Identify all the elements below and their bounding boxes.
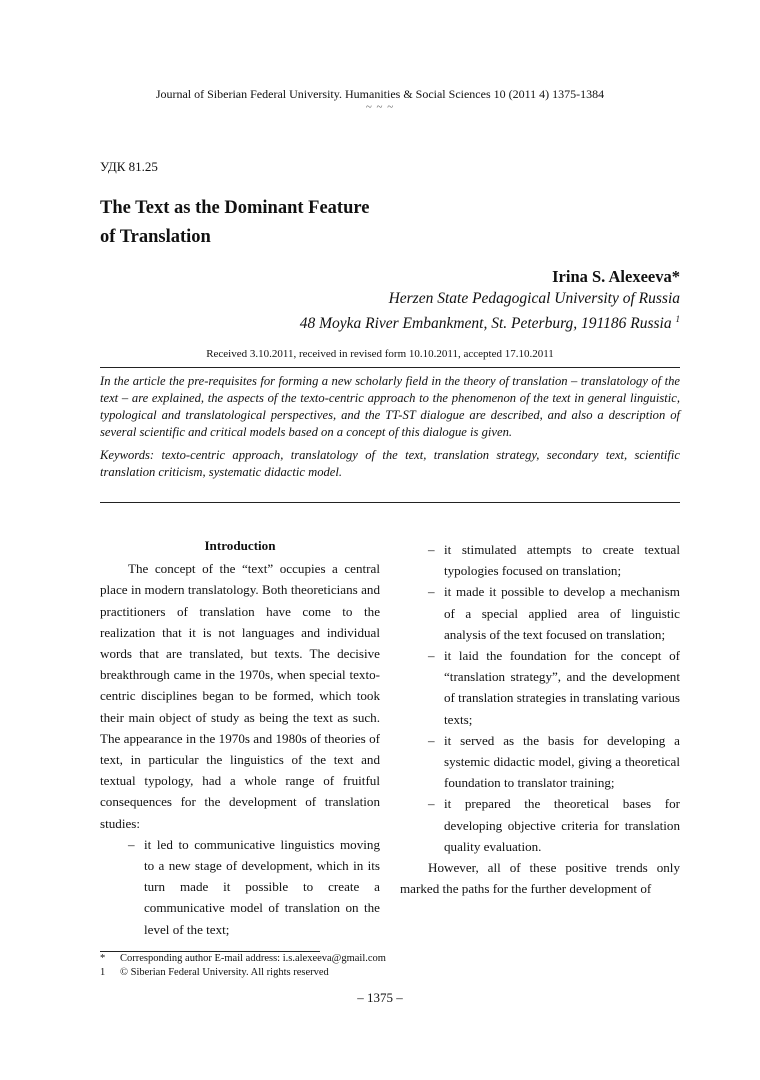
right-consequences-list bbox=[400, 539, 680, 857]
abstract-text: In the article the pre-requisites for forming a new scholarly field in the theory of translation – translatology of the text – are explained, the aspects of the texto-centric approach to the phenomenon of the text in general linguistic, typological and translatological perspectives, and the TT-ST dialogue are described, and also a description of several scientific and critical models based on a concept of this dialogue is given. bbox=[100, 374, 680, 439]
section-heading-introduction: Introduction bbox=[204, 538, 276, 553]
left-column bbox=[100, 535, 380, 940]
affiliation-address: 48 Moyka River Embankment, St. Peterburg, 191186 Russia bbox=[299, 315, 672, 333]
abstract-top-rule bbox=[100, 367, 680, 368]
abstract-bottom-rule bbox=[100, 502, 680, 503]
intro-paragraph: The concept of the “text” occupies a central place in modern translatology. Both theoreticians and practitioners of translation have come to the realization that it is not languages and individual words that are translated, but texts. The decisive breakthrough came in the 1970s, when special texto-centric disciplines began to be formed, which took their main object of study as being the text as such. The appearance in the 1970s and 1980s of theories of text, in particular the linguistics of the text and textual typology, had a whole range of fruitful consequences for the development of translation studies: bbox=[100, 561, 380, 831]
affiliation-line-2 bbox=[300, 309, 680, 334]
author-name: Irina S. Alexeeva* bbox=[552, 267, 680, 286]
footnote-text: © Siberian Federal University. All rights reserved bbox=[120, 967, 329, 978]
journal-header: Journal of Siberian Federal University. Humanities & Social Sciences 10 (2011 4) 1375-1384 bbox=[155, 87, 605, 101]
dash-bullet: – bbox=[428, 648, 435, 664]
header-ornament: ~ ~ ~ bbox=[365, 101, 395, 113]
footnote-text: Corresponding author E-mail address: i.s.alexeeva@gmail.com bbox=[120, 953, 386, 964]
list-item bbox=[400, 581, 680, 645]
list-item bbox=[400, 645, 680, 730]
received-dates: Received 3.10.2011, received in revised form 10.10.2011, accepted 17.10.2011 bbox=[206, 348, 554, 360]
list-item-text: it made it possible to develop a mechanism of a special applied area of linguistic analysis of the text focused on translation; bbox=[444, 584, 680, 642]
page-number: – 1375 – bbox=[357, 990, 403, 1005]
closing-paragraph: However, all of these positive trends only marked the paths for the further development of bbox=[400, 860, 680, 897]
list-item-text: it served as the basis for developing a systemic didactic model, giving a theoretical foundation to translator training; bbox=[444, 732, 680, 791]
dash-bullet: – bbox=[428, 796, 435, 812]
paper-title bbox=[100, 194, 369, 252]
title-line-2: of Translation bbox=[100, 227, 211, 247]
list-item-text: it laid the foundation for the concept of “translation strategy”, and the development of translation strategies in translating various texts; bbox=[444, 648, 680, 727]
dash-bullet: – bbox=[128, 836, 135, 852]
affiliation-line-1: Herzen State Pedagogical University of Russia bbox=[388, 290, 680, 307]
footnote-mark: * bbox=[100, 953, 106, 964]
udk-code: УДК 81.25 bbox=[100, 159, 158, 174]
list-item-text: it led to communicative linguistics moving to a new stage of development, which in its turn made it possible to create a communicative model of translation on the level of the text; bbox=[144, 836, 380, 937]
dash-bullet: – bbox=[428, 732, 435, 748]
list-item bbox=[400, 793, 680, 857]
list-item-text: it stimulated attempts to create textual typologies focused on translation; bbox=[444, 542, 680, 579]
affiliation-mark: 1 bbox=[675, 314, 680, 324]
footnote-corresponding-author bbox=[100, 953, 386, 964]
author-affiliation bbox=[300, 288, 680, 334]
right-column bbox=[400, 539, 680, 899]
keywords: Keywords: texto-centric approach, translatology of the text, translation strategy, secondary text, scientific translation criticism, systematic didactic model. bbox=[100, 448, 680, 479]
dash-bullet: – bbox=[428, 584, 435, 600]
footnote-copyright bbox=[100, 967, 329, 978]
footnote-rule bbox=[100, 951, 320, 952]
left-consequences-list bbox=[100, 834, 380, 940]
dash-bullet: – bbox=[428, 542, 435, 557]
title-line-1: The Text as the Dominant Feature bbox=[100, 198, 370, 218]
list-item bbox=[400, 730, 680, 794]
list-item bbox=[400, 539, 680, 581]
list-item bbox=[100, 834, 380, 940]
footnote-mark: 1 bbox=[100, 967, 106, 978]
abstract bbox=[100, 373, 680, 487]
list-item-text: it prepared the theoretical bases for developing objective criteria for translation quality evaluation. bbox=[444, 796, 680, 854]
